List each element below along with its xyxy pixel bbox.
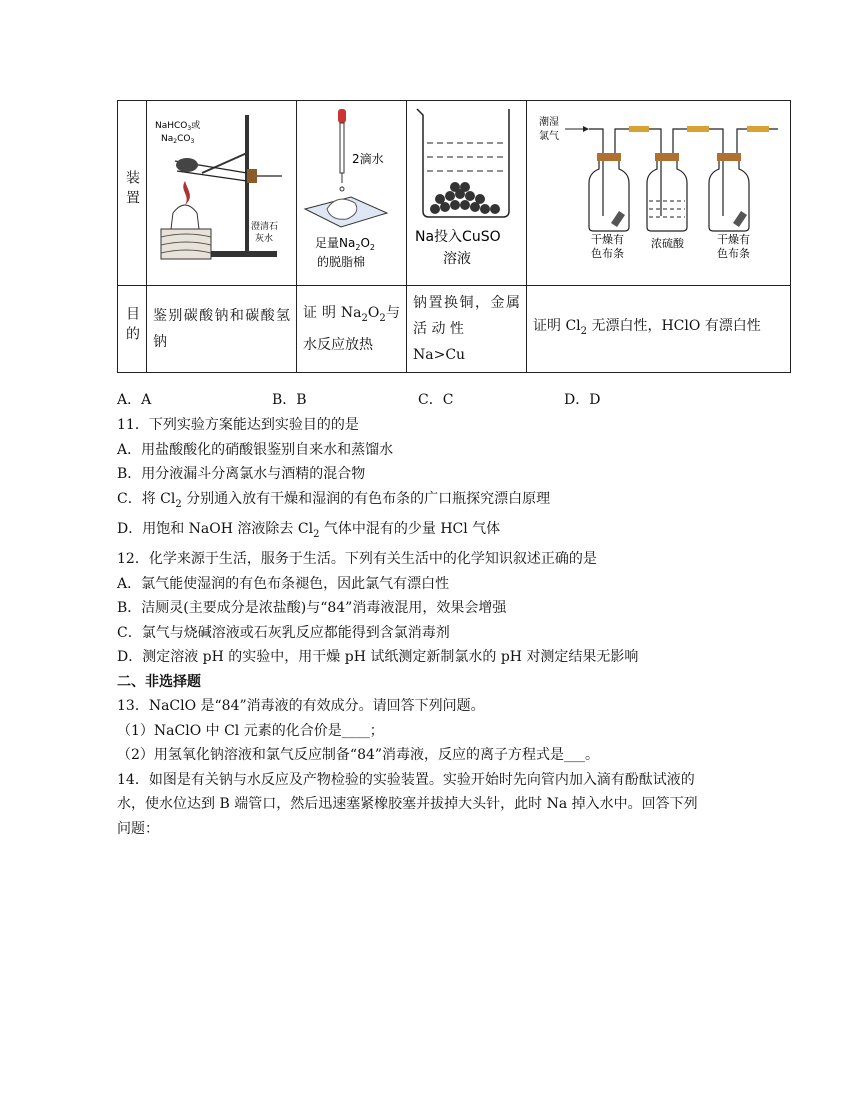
svg-text:浓硫酸: 浓硫酸 (651, 237, 684, 250)
section-heading: 二、非选择题 (117, 673, 201, 690)
figure-na2o2-cotton (297, 101, 407, 286)
q11-option-d: D．用饱和 NaOH 溶液除去 $Cl_2$ 气体中混有的少量 HCl 气体 (117, 520, 501, 540)
purpose-1: 鉴别碳酸钠和碳酸氢钠 (147, 286, 297, 373)
q13-part-1: （1）NaClO 中 Cl 元素的化合价是____； (117, 722, 384, 739)
beaker-diagram (407, 101, 514, 281)
svg-text:潮湿: 潮湿 (539, 117, 559, 128)
experiment-table (117, 100, 791, 373)
svg-text:Na投入CuSO: Na投入CuSO (415, 229, 501, 245)
q12-stem: 12．化学来源于生活，服务于生活。下列有关生活中的化学知识叙述正确的是 (117, 551, 597, 568)
na2o2-cotton-diagram (297, 101, 394, 281)
svg-text:氯气: 氯气 (539, 131, 559, 142)
purpose-4: 证明 $Cl_2$ 无漂白性，HClO 有漂白性 (527, 286, 791, 373)
svg-text:干燥有: 干燥有 (591, 233, 624, 246)
q12-option-c: C．氯气与烧碱溶液或石灰乳反应都能得到含氯消毒剂 (117, 624, 450, 641)
svg-text:Na2CO3: $Na_2CO_3$ (161, 134, 195, 145)
purpose-2: 证 明 $Na_2O_2$与水反应放热 (297, 286, 407, 373)
q14-line-3: 问题： (117, 820, 159, 837)
svg-text:澄清石: 澄清石 (251, 222, 279, 232)
row-header-purpose: 目的 (118, 286, 147, 373)
figure-heating-apparatus (147, 101, 297, 286)
svg-text:2滴水: 2滴水 (352, 152, 384, 166)
q11-stem: 11．下列实验方案能达到实验目的的是 (117, 417, 359, 433)
svg-text:足量Na2O2: 足量$Na_2O_2$ (315, 236, 375, 252)
gas-bottles-diagram (527, 101, 778, 281)
choice-b: B．B (272, 392, 307, 408)
q11-option-c: C．将 $Cl_2$ 分别通入放有干燥和湿润的有色布条的广口瓶探究漂白原理 (117, 490, 551, 510)
svg-text:的脱脂棉: 的脱脂棉 (317, 255, 366, 269)
svg-text:色布条: 色布条 (591, 247, 624, 260)
svg-text:灰水: 灰水 (255, 234, 274, 244)
q12-option-d: D．测定溶液 pH 的实验中，用干燥 pH 试纸测定新制氯水的 pH 对测定结果无影响 (117, 649, 639, 666)
q12-option-a: A．氯气能使湿润的有色布条褪色，因此氯气有漂白性 (117, 575, 450, 592)
q13-stem: 13．NaClO 是“84”消毒液的有效成分。请回答下列问题。 (117, 698, 485, 715)
q14-line-1: 14．如图是有关钠与水反应及产物检验的实验装置。实验开始时先向管内加入滴有酚酞试液的 (117, 771, 695, 788)
figure-gas-bottles (527, 101, 791, 286)
table-row-purpose (118, 286, 791, 373)
svg-text:干燥有: 干燥有 (717, 233, 750, 246)
q13-part-2: （2）用氢氧化钠溶液和氯气反应制备“84”消毒液，反应的离子方程式是___。 (117, 747, 600, 764)
svg-text:NaHCO3或: NaHCO$_3$或 (155, 121, 201, 132)
q11-option-a: A．用盐酸酸化的硝酸银鉴别自来水和蒸馏水 (117, 441, 394, 458)
choice-d: D．D (564, 392, 601, 408)
q14-line-2: 水，使水位达到 B 端管口，然后迅速塞紧橡胶塞并拔掉大头针，此时 Na 掉入水中。回答下列 (117, 796, 698, 813)
svg-text:溶液: 溶液 (443, 251, 471, 267)
q11-option-b: B．用分液漏斗分离氯水与酒精的混合物 (117, 466, 366, 482)
svg-text:色布条: 色布条 (717, 247, 750, 260)
questions-body (117, 413, 743, 841)
table-row-device (118, 101, 791, 286)
choice-c: C．C (418, 392, 454, 408)
heating-apparatus-diagram (147, 101, 284, 281)
choice-a: A．A (117, 392, 152, 408)
figure-beaker-cuso4 (407, 101, 527, 286)
purpose-3: 钠置换铜，金属 活 动 性 Na>Cu (407, 286, 527, 373)
q12-option-b: B．洁厕灵(主要成分是浓盐酸)与“84”消毒液混用，效果会增强 (117, 600, 507, 617)
row-header-device: 装置 (118, 101, 147, 286)
